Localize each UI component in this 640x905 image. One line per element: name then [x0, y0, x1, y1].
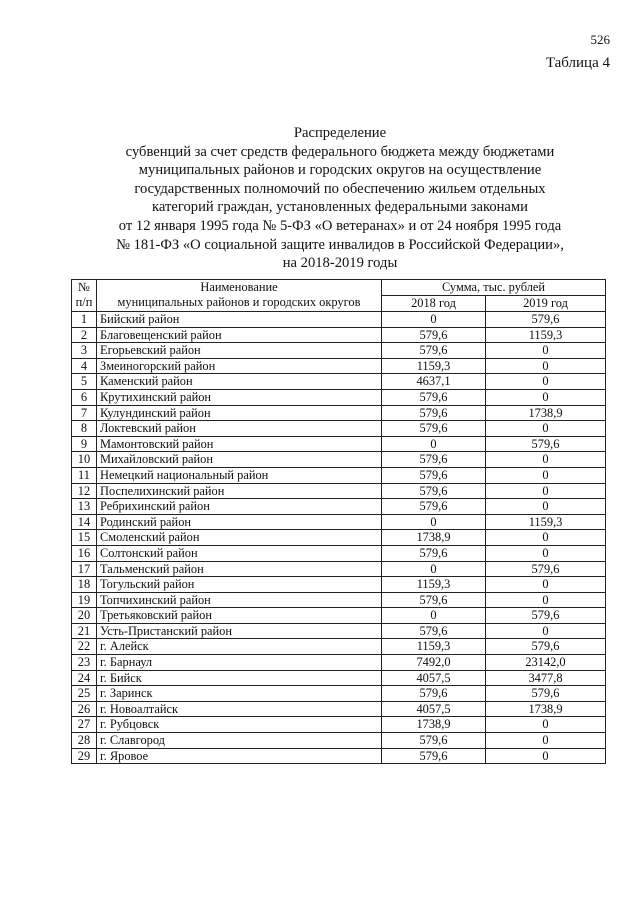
title-line: государственных полномочий по обеспечению жильем отдельных [134, 180, 546, 197]
table-row [72, 561, 606, 577]
table-row [72, 436, 606, 452]
row-value-2018: 579,6 [382, 686, 486, 702]
row-number: 23 [72, 655, 97, 671]
row-value-2018: 579,6 [382, 483, 486, 499]
row-value-2018: 1738,9 [382, 530, 486, 546]
row-name: г. Яровое [97, 748, 382, 764]
row-value-2018: 579,6 [382, 499, 486, 515]
row-value-2019: 0 [486, 499, 606, 515]
row-number: 9 [72, 436, 97, 452]
row-number: 21 [72, 623, 97, 639]
distribution-table [71, 279, 606, 764]
table-row [72, 452, 606, 468]
row-number: 29 [72, 748, 97, 764]
row-value-2018: 579,6 [382, 592, 486, 608]
row-number: 19 [72, 592, 97, 608]
row-value-2019: 0 [486, 467, 606, 483]
header-name-line1: Наименование [200, 280, 278, 294]
row-number: 3 [72, 343, 97, 359]
title-line: субвенций за счет средств федерального бюджета между бюджетами [125, 143, 555, 160]
row-number: 2 [72, 327, 97, 343]
row-name: г. Алейск [97, 639, 382, 655]
header-name [97, 280, 382, 312]
row-number: 6 [72, 389, 97, 405]
row-name: Каменский район [97, 374, 382, 390]
row-value-2019: 0 [486, 577, 606, 593]
row-name: Тальменский район [97, 561, 382, 577]
row-value-2018: 4637,1 [382, 374, 486, 390]
header-number-line1: № [78, 280, 90, 294]
row-name: Смоленский район [97, 530, 382, 546]
row-value-2019: 0 [486, 483, 606, 499]
row-name: г. Новоалтайск [97, 701, 382, 717]
row-value-2018: 4057,5 [382, 701, 486, 717]
table-row [72, 545, 606, 561]
row-name: Егорьевский район [97, 343, 382, 359]
row-number: 28 [72, 733, 97, 749]
table-body [72, 312, 606, 764]
table-row [72, 623, 606, 639]
row-name: Мамонтовский район [97, 436, 382, 452]
table-row [72, 327, 606, 343]
table-row [72, 514, 606, 530]
row-name: Третьяковский район [97, 608, 382, 624]
header-year-2018: 2018 год [382, 296, 486, 312]
row-value-2019: 0 [486, 530, 606, 546]
header-name-line2: муниципальных районов и городских округов [117, 295, 361, 309]
row-value-2018: 579,6 [382, 545, 486, 561]
row-number: 15 [72, 530, 97, 546]
document-title [60, 124, 620, 273]
row-value-2019: 23142,0 [486, 655, 606, 671]
row-name: г. Бийск [97, 670, 382, 686]
row-value-2018: 1738,9 [382, 717, 486, 733]
row-number: 27 [72, 717, 97, 733]
table-row [72, 608, 606, 624]
row-value-2019: 0 [486, 748, 606, 764]
table-row [72, 592, 606, 608]
row-name: г. Славгород [97, 733, 382, 749]
row-value-2019: 0 [486, 421, 606, 437]
row-number: 22 [72, 639, 97, 655]
row-value-2018: 579,6 [382, 405, 486, 421]
title-line: муниципальных районов и городских округов на осуществление [138, 162, 542, 179]
row-value-2019: 0 [486, 343, 606, 359]
row-value-2019: 579,6 [486, 639, 606, 655]
row-value-2018: 579,6 [382, 343, 486, 359]
row-number: 14 [72, 514, 97, 530]
row-number: 11 [72, 467, 97, 483]
row-number: 1 [72, 312, 97, 328]
row-value-2019: 1159,3 [486, 327, 606, 343]
row-number: 17 [72, 561, 97, 577]
row-value-2018: 579,6 [382, 733, 486, 749]
row-value-2019: 0 [486, 358, 606, 374]
table-row [72, 343, 606, 359]
table-row [72, 748, 606, 764]
row-name: г. Рубцовск [97, 717, 382, 733]
row-value-2019: 0 [486, 389, 606, 405]
header-number [72, 280, 97, 312]
table-row [72, 374, 606, 390]
row-value-2018: 0 [382, 514, 486, 530]
row-value-2019: 1159,3 [486, 514, 606, 530]
row-value-2018: 0 [382, 608, 486, 624]
row-value-2018: 579,6 [382, 748, 486, 764]
row-value-2019: 579,6 [486, 686, 606, 702]
row-name: Локтевский район [97, 421, 382, 437]
table-row [72, 358, 606, 374]
table-row [72, 467, 606, 483]
row-name: г. Заринск [97, 686, 382, 702]
row-value-2019: 1738,9 [486, 701, 606, 717]
table-row [72, 405, 606, 421]
row-value-2019: 0 [486, 545, 606, 561]
row-number: 25 [72, 686, 97, 702]
table-row [72, 421, 606, 437]
row-name: Крутихинский район [97, 389, 382, 405]
row-name: Благовещенский район [97, 327, 382, 343]
row-number: 16 [72, 545, 97, 561]
row-value-2018: 0 [382, 561, 486, 577]
row-value-2018: 579,6 [382, 421, 486, 437]
row-name: Усть-Пристанский район [97, 623, 382, 639]
row-number: 18 [72, 577, 97, 593]
row-value-2019: 0 [486, 623, 606, 639]
table-row [72, 686, 606, 702]
title-line: на 2018-2019 годы [282, 255, 398, 272]
row-value-2018: 579,6 [382, 389, 486, 405]
row-value-2019: 0 [486, 592, 606, 608]
row-name: Топчихинский район [97, 592, 382, 608]
title-line: категорий граждан, установленных федеральными законами [152, 199, 528, 216]
table-row [72, 577, 606, 593]
table-row [72, 499, 606, 515]
row-number: 7 [72, 405, 97, 421]
table-row [72, 701, 606, 717]
row-value-2018: 0 [382, 312, 486, 328]
row-value-2019: 0 [486, 374, 606, 390]
table-row [72, 655, 606, 671]
row-name: Солтонский район [97, 545, 382, 561]
table-row [72, 717, 606, 733]
header-year-2019: 2019 год [486, 296, 606, 312]
row-number: 24 [72, 670, 97, 686]
row-value-2018: 0 [382, 436, 486, 452]
row-number: 8 [72, 421, 97, 437]
title-line: Распределение [293, 125, 387, 141]
row-name: Родинский район [97, 514, 382, 530]
table-row [72, 670, 606, 686]
row-value-2019: 0 [486, 733, 606, 749]
row-value-2018: 1159,3 [382, 639, 486, 655]
row-value-2018: 4057,5 [382, 670, 486, 686]
row-value-2019: 1738,9 [486, 405, 606, 421]
row-number: 26 [72, 701, 97, 717]
row-value-2019: 579,6 [486, 561, 606, 577]
title-line: от 12 января 1995 года № 5-ФЗ «О ветеранах» и от 24 ноября 1995 года [118, 217, 562, 234]
row-name: Немецкий национальный район [97, 467, 382, 483]
row-name: Ребрихинский район [97, 499, 382, 515]
row-number: 4 [72, 358, 97, 374]
row-number: 13 [72, 499, 97, 515]
row-value-2019: 579,6 [486, 312, 606, 328]
row-number: 20 [72, 608, 97, 624]
table-row [72, 530, 606, 546]
row-value-2018: 1159,3 [382, 358, 486, 374]
table-label: Таблица 4 [545, 55, 610, 71]
row-value-2018: 1159,3 [382, 577, 486, 593]
header-sum: Сумма, тыс. рублей [382, 280, 606, 296]
table-row [72, 483, 606, 499]
row-value-2019: 579,6 [486, 436, 606, 452]
row-name: Тогульский район [97, 577, 382, 593]
row-name: Бийский район [97, 312, 382, 328]
row-value-2018: 579,6 [382, 467, 486, 483]
row-value-2019: 3477,8 [486, 670, 606, 686]
row-number: 12 [72, 483, 97, 499]
header-number-line2: п/п [75, 295, 93, 309]
row-value-2018: 7492,0 [382, 655, 486, 671]
row-name: г. Барнаул [97, 655, 382, 671]
table-row [72, 733, 606, 749]
row-name: Змеиногорский район [97, 358, 382, 374]
row-value-2019: 0 [486, 452, 606, 468]
table-row [72, 639, 606, 655]
row-name: Поспелихинский район [97, 483, 382, 499]
row-name: Кулундинский район [97, 405, 382, 421]
table-row [72, 389, 606, 405]
row-value-2018: 579,6 [382, 327, 486, 343]
row-name: Михайловский район [97, 452, 382, 468]
row-value-2019: 579,6 [486, 608, 606, 624]
row-value-2018: 579,6 [382, 623, 486, 639]
title-line: № 181-ФЗ «О социальной защите инвалидов в Российской Федерации», [116, 236, 564, 253]
page-number: 526 [590, 32, 610, 47]
table-row [72, 312, 606, 328]
row-number: 5 [72, 374, 97, 390]
row-number: 10 [72, 452, 97, 468]
row-value-2018: 579,6 [382, 452, 486, 468]
row-value-2019: 0 [486, 717, 606, 733]
